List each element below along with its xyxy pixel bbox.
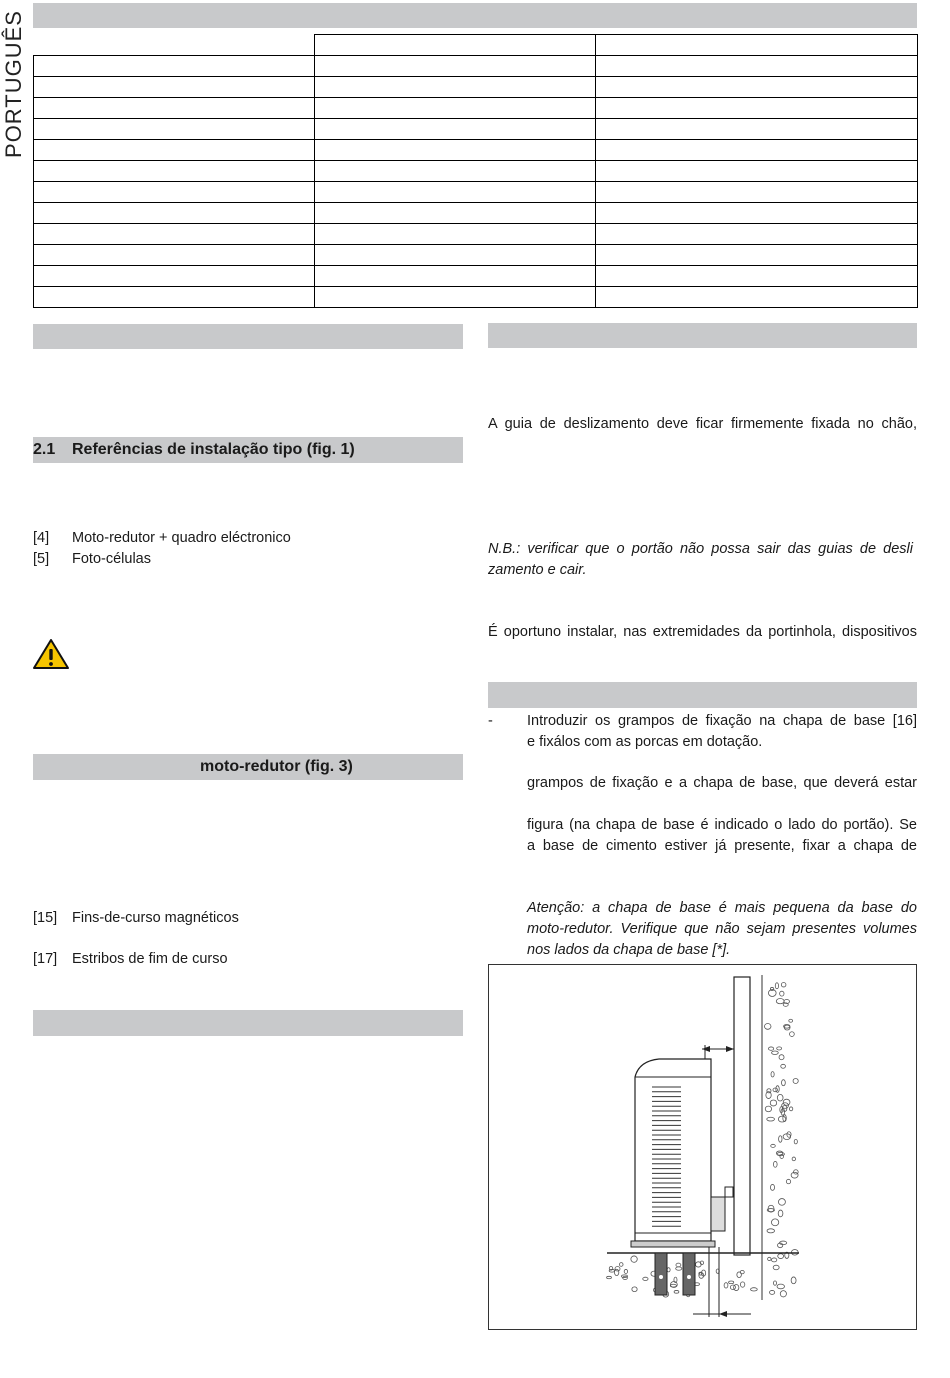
table-row (34, 161, 918, 182)
section-2-1-number: 2.1 (33, 441, 56, 458)
item-15-ref: [15] (33, 910, 58, 926)
attention-line-2: moto-redutor. Verifique que não sejam presentes volumes (527, 921, 917, 937)
clamps-text: grampos de fixação e a chapa de base, que deverá estar (527, 775, 917, 791)
language-label: PORTUGUÊS (1, 10, 26, 158)
table-cell (596, 161, 918, 182)
figure-line-2: a base de cimento estiver já presente, fixar a chapa de (527, 838, 917, 854)
table-cell (34, 287, 315, 308)
nb-line-1: N.B.: verificar que o portão não possa sair das guias de desli (488, 541, 913, 557)
table-cell (596, 35, 918, 56)
table-cell (596, 140, 918, 161)
table-cell (596, 245, 918, 266)
table-cell (34, 98, 315, 119)
table-row (34, 245, 918, 266)
section-2-1-title: Referências de instalação tipo (fig. 1) (72, 441, 355, 458)
table-cell (315, 266, 596, 287)
left-section-bar-1 (33, 324, 463, 349)
anchor-bolt-1 (655, 1253, 667, 1295)
table-cell (315, 161, 596, 182)
table-cell (34, 245, 315, 266)
nb-line-2: zamento e cair. (488, 562, 587, 578)
item-4-text: Moto-redutor + quadro eléctronico (72, 530, 291, 546)
table-cell (34, 203, 315, 224)
table-cell (34, 119, 315, 140)
guide-text: A guia de deslizamento deve ficar firmemente fixada no chão, (488, 416, 917, 432)
item-5-ref: [5] (33, 551, 50, 567)
wall-texture (762, 975, 798, 1300)
table-row (34, 287, 918, 308)
language-side-label (2, 4, 26, 164)
warning-triangle-icon (32, 638, 70, 670)
table-cell (596, 224, 918, 245)
table-cell (315, 203, 596, 224)
table-cell (596, 56, 918, 77)
table-cell (34, 224, 315, 245)
item-4-ref: [4] (33, 530, 50, 546)
moto-section-title: moto-redutor (fig. 3) (200, 758, 353, 775)
figure-line-1: figura (na chapa de base é indicado o lado do portão). Se (527, 817, 917, 833)
table-cell (315, 182, 596, 203)
top-section-bar (33, 3, 917, 28)
table-cell (34, 140, 315, 161)
table-cell (315, 98, 596, 119)
table-cell (34, 35, 315, 56)
specifications-table (33, 34, 918, 308)
item-15-text: Fins-de-curso magnéticos (72, 910, 239, 926)
table-cell (596, 77, 918, 98)
table-cell (34, 182, 315, 203)
table-cell (596, 119, 918, 140)
item-17-ref: [17] (33, 951, 58, 967)
left-section-bar-4 (33, 1010, 463, 1036)
table-cell (596, 287, 918, 308)
right-section-bar-1 (488, 323, 917, 348)
table-cell (596, 203, 918, 224)
attention-line-1: Atenção: a chapa de base é mais pequena da base do (527, 900, 917, 916)
installation-drawing (489, 965, 916, 1329)
attention-line-3: nos lados da chapa de base [*]. (527, 942, 731, 958)
table-row (34, 266, 918, 287)
step-line-2: e fixálos com as porcas em dotação. (527, 734, 763, 750)
item-5-text: Foto-células (72, 551, 151, 567)
right-section-bar-2 (488, 682, 917, 708)
table-row (34, 182, 918, 203)
motor-housing (635, 1059, 711, 1241)
table-header-row (34, 35, 918, 56)
table-cell (315, 224, 596, 245)
table-row (34, 77, 918, 98)
opportune-text: É oportuno instalar, nas extremidades da portinhola, dispositivos (488, 624, 917, 640)
table-cell (596, 266, 918, 287)
table-cell (315, 35, 596, 56)
item-17-text: Estribos de fim de curso (72, 951, 228, 967)
table-row (34, 98, 918, 119)
table-cell (315, 287, 596, 308)
step-line-1: Introduzir os grampos de fixação na chapa de base [16] (527, 713, 917, 729)
table-row (34, 140, 918, 161)
table-cell (596, 98, 918, 119)
table-row (34, 119, 918, 140)
table-cell (315, 77, 596, 98)
table-row (34, 203, 918, 224)
table-cell (315, 245, 596, 266)
table-cell (34, 161, 315, 182)
table-row (34, 224, 918, 245)
table-cell (315, 56, 596, 77)
table-cell (315, 140, 596, 161)
table-cell (596, 182, 918, 203)
table-cell (34, 56, 315, 77)
table-cell (315, 119, 596, 140)
step-dash: - (488, 713, 493, 729)
table-cell (34, 77, 315, 98)
table-cell (34, 266, 315, 287)
anchor-bolt-2 (683, 1253, 695, 1295)
gate-post (734, 977, 750, 1255)
installation-figure (488, 964, 917, 1330)
table-row (34, 56, 918, 77)
